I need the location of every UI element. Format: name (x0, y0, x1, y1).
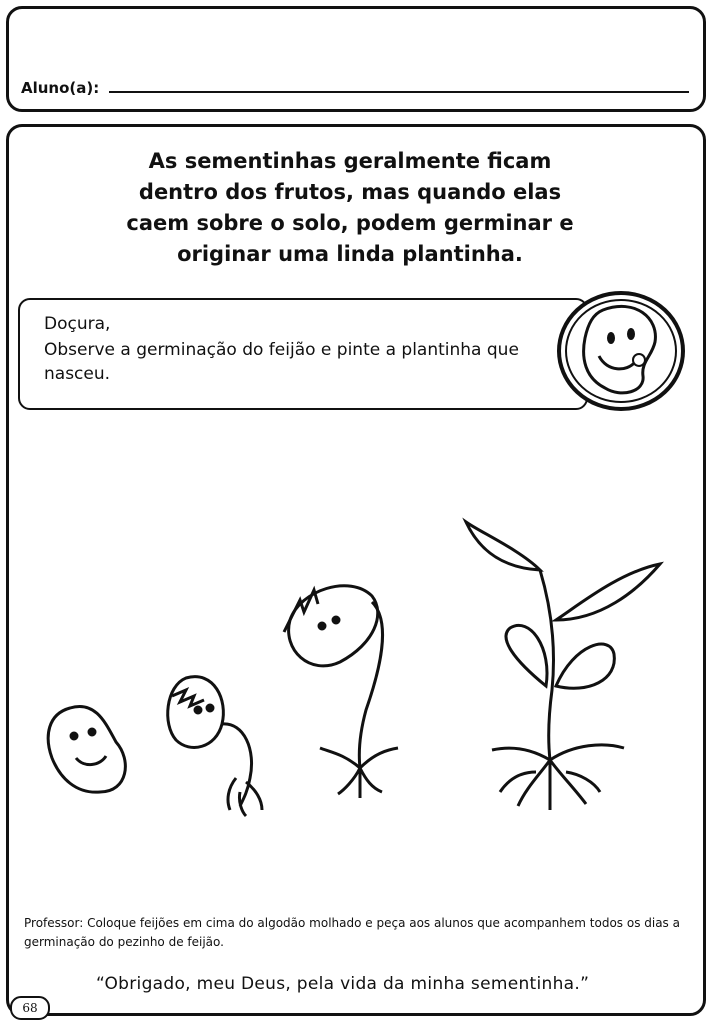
student-name-label: Aluno(a): (21, 79, 100, 97)
intro-line: dentro dos frutos, mas quando elas (138, 180, 562, 204)
prayer-text: “Obrigado, meu Deus, pela vida da minha sementinha.” (96, 974, 590, 994)
intro-line: caem sobre o solo, podem germinar e (126, 211, 574, 235)
instruction-greeting: Doçura, (44, 314, 111, 334)
germinating-bean-icon (168, 677, 262, 816)
germination-stages-illustration (0, 510, 715, 830)
page-number-badge: 68 (10, 996, 50, 1020)
grown-plant-icon (466, 522, 660, 810)
bean-mascot-icon (555, 288, 687, 414)
sprouting-bean-icon (284, 586, 398, 798)
teacher-note: Professor: Coloque feijões em cima do algodão molhado e peça aos alunos que acompanhem todos os dias a germinação do pezinho de feijão. (24, 916, 680, 949)
bean-character-icon (48, 706, 125, 792)
intro-line: As sementinhas geralmente ficam (148, 149, 552, 173)
intro-text (60, 146, 640, 270)
student-name-box (6, 6, 706, 112)
intro-line: originar uma linda plantinha. (177, 242, 523, 266)
student-name-line[interactable] (109, 91, 689, 93)
instruction-text: Observe a germinação do feijão e pinte a plantinha que nasceu. (44, 340, 519, 384)
instruction-callout (18, 298, 588, 410)
